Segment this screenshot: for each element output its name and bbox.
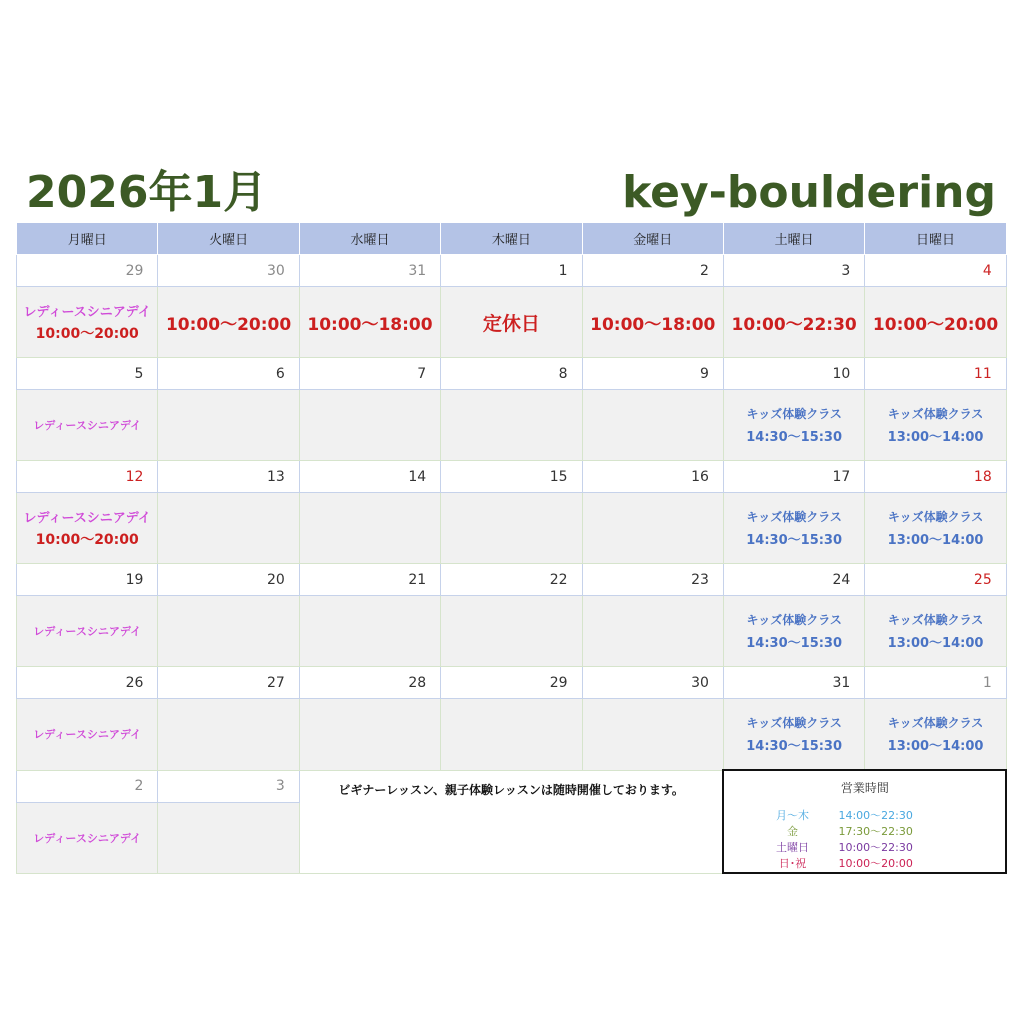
day-cell xyxy=(441,596,582,667)
date-number: 3 xyxy=(723,255,864,287)
week3-date-row xyxy=(17,461,1007,493)
day-cell xyxy=(723,287,864,358)
date-number: 31 xyxy=(299,255,440,287)
weekday-header-sun: 日曜日 xyxy=(865,223,1006,255)
date-number: 21 xyxy=(299,564,440,596)
date-number: 14 xyxy=(299,461,440,493)
hours-row xyxy=(746,840,912,856)
date-number: 2 xyxy=(582,255,723,287)
lesson-note: ビギナーレッスン、親子体験レッスンは随時開催しております。 xyxy=(338,782,684,797)
kids-class-label: キッズ体験クラス xyxy=(746,716,842,730)
kids-class-time: 13:00～14:00 xyxy=(887,739,984,754)
ladies-senior-day-label: レディースシニアデイ xyxy=(33,625,142,638)
hours-label: 金 xyxy=(786,825,798,838)
day-cell xyxy=(723,596,864,667)
hours-label: 日･祝 xyxy=(778,857,807,870)
business-hours-box xyxy=(723,770,1006,873)
kids-class-time: 14:30～15:30 xyxy=(746,430,843,445)
date-number: 27 xyxy=(158,667,299,699)
kids-class-label: キッズ体験クラス xyxy=(887,407,984,421)
date-number: 30 xyxy=(582,667,723,699)
kids-class-time: 14:30～15:30 xyxy=(746,636,843,651)
date-number: 13 xyxy=(158,461,299,493)
weekday-header-row xyxy=(17,223,1007,255)
ladies-senior-day-label: レディースシニアデイ xyxy=(33,728,142,742)
date-number: 23 xyxy=(582,564,723,596)
day-cell xyxy=(17,596,158,667)
kids-class-time: 13:00～14:00 xyxy=(887,533,984,548)
opening-hours-text: 10:00～18:00 xyxy=(307,314,433,335)
week5-date-row xyxy=(17,667,1007,699)
day-cell xyxy=(865,596,1006,667)
week1-date-row xyxy=(17,255,1007,287)
date-number: 2 xyxy=(17,770,158,802)
day-cell xyxy=(441,699,582,771)
day-cell xyxy=(17,493,158,564)
day-cell xyxy=(441,390,582,461)
date-number: 17 xyxy=(723,461,864,493)
date-number: 1 xyxy=(441,255,582,287)
calendar-title: 2026年1月 xyxy=(26,167,268,218)
hours-row xyxy=(746,808,912,824)
date-number: 15 xyxy=(441,461,582,493)
opening-hours-text: 10:00～18:00 xyxy=(590,314,716,335)
day-cell xyxy=(158,699,299,771)
hours-label: 月～木 xyxy=(775,809,809,822)
date-number: 11 xyxy=(865,358,1006,390)
day-cell xyxy=(158,287,299,358)
note-cell xyxy=(299,770,723,873)
business-hours-table xyxy=(746,808,912,872)
day-cell xyxy=(723,699,864,771)
weekday-header-sat: 土曜日 xyxy=(723,223,864,255)
week1-event-row xyxy=(17,287,1007,358)
day-cell xyxy=(582,699,723,771)
kids-class-label: キッズ体験クラス xyxy=(887,716,984,730)
week2-event-row xyxy=(17,390,1007,461)
date-number: 29 xyxy=(17,255,158,287)
day-cell xyxy=(299,596,440,667)
week3-event-row xyxy=(17,493,1007,564)
day-cell xyxy=(582,287,723,358)
day-cell xyxy=(865,287,1006,358)
weekday-header-fri: 金曜日 xyxy=(582,223,723,255)
ladies-senior-day-label: レディースシニアデイ xyxy=(33,419,142,432)
date-number: 24 xyxy=(723,564,864,596)
day-cell xyxy=(441,287,582,358)
opening-hours-text: 10:00～22:30 xyxy=(731,314,857,335)
kids-class-label: キッズ体験クラス xyxy=(746,510,842,524)
date-number: 25 xyxy=(865,564,1006,596)
kids-class-label: キッズ体験クラス xyxy=(887,613,984,627)
day-cell xyxy=(17,699,158,771)
date-number: 12 xyxy=(17,461,158,493)
calendar-table xyxy=(16,222,1007,874)
date-number: 3 xyxy=(158,770,299,802)
business-hours-title: 営業時間 xyxy=(840,781,889,795)
day-cell xyxy=(723,390,864,461)
date-number: 9 xyxy=(582,358,723,390)
hours-row xyxy=(746,824,912,840)
kids-class-time: 14:30～15:30 xyxy=(746,533,843,548)
day-cell xyxy=(17,287,158,358)
week6-date-row xyxy=(17,770,1007,802)
date-number: 19 xyxy=(17,564,158,596)
kids-class-time: 13:00～14:00 xyxy=(887,636,984,651)
day-cell xyxy=(158,802,299,873)
date-number: 26 xyxy=(17,667,158,699)
weekday-header-mon: 月曜日 xyxy=(17,223,158,255)
day-cell xyxy=(158,596,299,667)
opening-hours-text: 10:00～20:00 xyxy=(165,314,292,335)
hours-row xyxy=(746,856,912,872)
ladies-senior-day-time: 10:00～20:00 xyxy=(35,326,139,342)
day-cell xyxy=(158,493,299,564)
date-number: 8 xyxy=(441,358,582,390)
opening-hours-text: 10:00～20:00 xyxy=(872,314,999,335)
date-number: 10 xyxy=(723,358,864,390)
date-number: 29 xyxy=(441,667,582,699)
date-number: 1 xyxy=(865,667,1006,699)
day-cell xyxy=(865,390,1006,461)
date-number: 6 xyxy=(158,358,299,390)
day-cell xyxy=(299,390,440,461)
day-cell xyxy=(299,287,440,358)
date-number: 22 xyxy=(441,564,582,596)
kids-class-label: キッズ体験クラス xyxy=(746,613,842,627)
day-cell xyxy=(582,493,723,564)
day-cell xyxy=(299,699,440,771)
date-number: 18 xyxy=(865,461,1006,493)
closed-day-text: 定休日 xyxy=(482,312,540,335)
kids-class-label: キッズ体験クラス xyxy=(746,407,842,421)
hours-time: 10:00～20:00 xyxy=(838,857,913,870)
hours-label: 土曜日 xyxy=(775,841,809,854)
day-cell xyxy=(158,390,299,461)
week2-date-row xyxy=(17,358,1007,390)
weekday-header-wed: 水曜日 xyxy=(299,223,440,255)
day-cell xyxy=(582,390,723,461)
date-number: 30 xyxy=(158,255,299,287)
hours-time: 10:00～22:30 xyxy=(838,841,913,854)
ladies-senior-day-label: レディースシニアデイ xyxy=(23,305,151,320)
kids-class-label: キッズ体験クラス xyxy=(887,510,984,524)
kids-class-time: 13:00～14:00 xyxy=(887,430,984,445)
date-number: 16 xyxy=(582,461,723,493)
date-number: 5 xyxy=(17,358,158,390)
date-number: 28 xyxy=(299,667,440,699)
week4-date-row xyxy=(17,564,1007,596)
weekday-header-thu: 木曜日 xyxy=(441,223,582,255)
ladies-senior-day-label: レディースシニアデイ xyxy=(23,511,151,526)
ladies-senior-day-time: 10:00～20:00 xyxy=(35,532,139,548)
day-cell xyxy=(441,493,582,564)
day-cell xyxy=(299,493,440,564)
week5-event-row xyxy=(17,699,1007,771)
kids-class-time: 14:30～15:30 xyxy=(746,739,843,754)
hours-time: 14:00～22:30 xyxy=(838,809,913,822)
date-number: 31 xyxy=(723,667,864,699)
day-cell xyxy=(17,390,158,461)
day-cell xyxy=(582,596,723,667)
date-number: 20 xyxy=(158,564,299,596)
date-number: 7 xyxy=(299,358,440,390)
date-number: 4 xyxy=(865,255,1006,287)
week4-event-row xyxy=(17,596,1007,667)
brand-name: key-bouldering xyxy=(622,167,996,218)
weekday-header-tue: 火曜日 xyxy=(158,223,299,255)
day-cell xyxy=(865,493,1006,564)
ladies-senior-day-label: レディースシニアデイ xyxy=(33,831,142,845)
hours-time: 17:30～22:30 xyxy=(838,825,913,838)
day-cell xyxy=(865,699,1006,771)
day-cell xyxy=(723,493,864,564)
day-cell xyxy=(17,802,158,873)
